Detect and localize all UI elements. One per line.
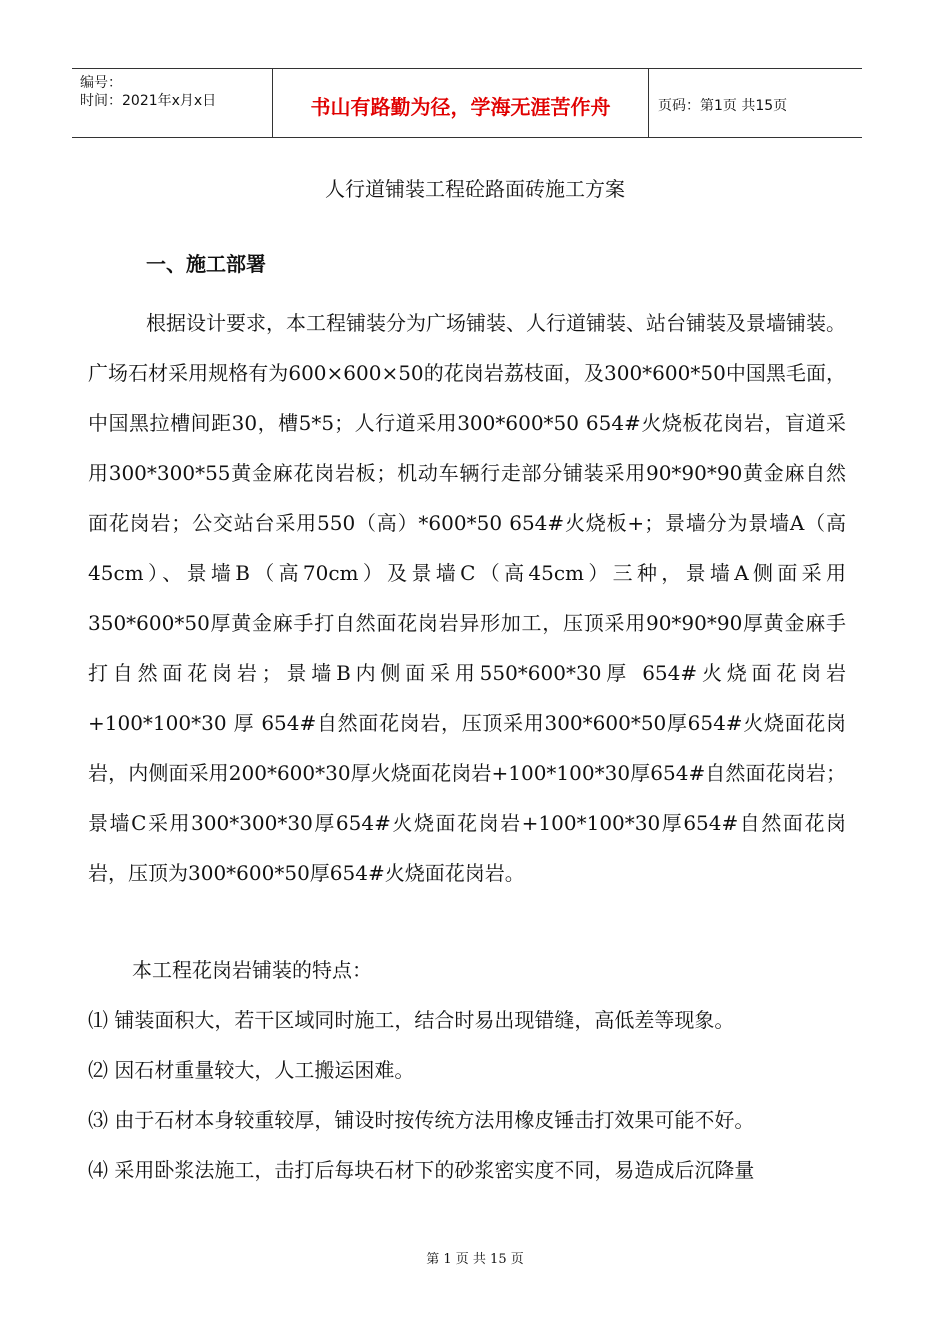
page-info: 页码：第1页 共15页	[658, 98, 788, 114]
time-label: 时间：2021年x月x日	[80, 93, 217, 109]
feature-item-2: ⑵ 因石材重量较大，人工搬运困难。	[88, 1058, 415, 1082]
page-footer: 第 1 页 共 15 页	[426, 1252, 524, 1267]
feature-item-3: ⑶ 由于石材本身较重较厚，铺设时按传统方法用橡皮锤击打效果可能不好。	[88, 1108, 755, 1132]
header-table	[72, 68, 862, 138]
header-meta-cell	[72, 69, 272, 137]
feature-item-1: ⑴ 铺装面积大，若干区域同时施工，结合时易出现错缝，高低差等现象。	[88, 1008, 735, 1032]
features-intro: 本工程花岗岩铺装的特点：	[132, 958, 372, 982]
section-heading: 一、施工部署	[146, 252, 266, 276]
motto-text: 书山有路勤为径，学海无涯苦作舟	[310, 95, 611, 119]
feature-item-4: ⑷ 采用卧浆法施工，击打后每块石材下的砂浆密实度不同，易造成后沉降量	[88, 1158, 755, 1182]
document-title: 人行道铺装工程砼路面砖施工方案	[325, 177, 625, 201]
number-label: 编号：	[80, 75, 122, 91]
body-paragraph: 根据设计要求，本工程铺装分为广场铺装、人行道铺装、站台铺装及景墙铺装。广场石材采用规格有为600×600×50的花岗岩荔枝面，及300*600*50中国黑毛面，中国黑拉槽间距30，槽5*5；人行道采用300*600*50 654#火烧板花岗岩，盲道采用300*300*55黄金麻花岗岩板；机动车辆行走部分铺装采用90*90*90黄金麻自然面花岗岩；公交站台采用550（高）*600*50 654#火烧板+；景墙分为景墙A（高45cm）、景墙B（高70cm）及景墙C（高45cm）三种，景墙A侧面采用350*600*50厚黄金麻手打自然面花岗岩异形加工，压顶采用90*90*90厚黄金麻手打自然面花岗岩；景墙B内侧面采用550*600*30厚 654#火烧面花岗岩+100*100*30 厚 654#自然面花岗岩，压顶采用300*600*50厚654#火烧面花岗岩，内侧面采用200*600*30厚火烧面花岗岩+100*100*30厚654#自然面花岗岩；景墙C采用300*300*30厚654#火烧面花岗岩+100*100*30厚654#自然面花岗岩，压顶为300*600*50厚654#火烧面花岗岩。	[88, 311, 846, 885]
header-page-cell	[648, 69, 862, 137]
header-motto-cell	[272, 69, 649, 137]
